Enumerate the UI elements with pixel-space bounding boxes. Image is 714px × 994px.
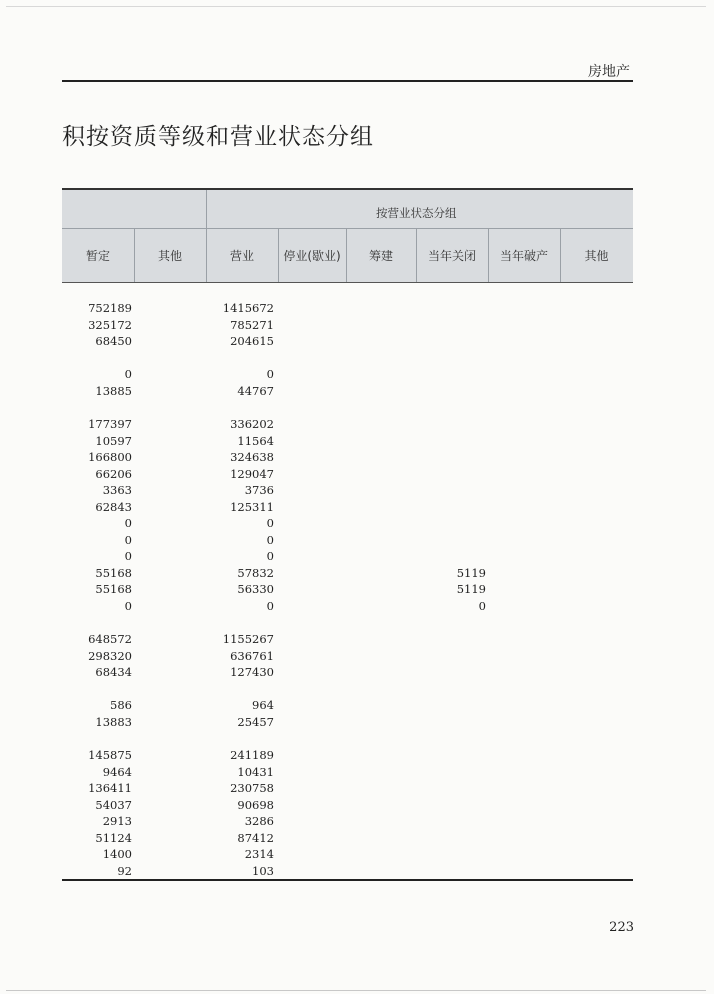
table-cell: 55168: [95, 582, 132, 596]
table-cell: 0: [124, 532, 132, 547]
table-cell: 13883: [95, 714, 132, 729]
table-cell: 0: [124, 598, 132, 613]
table-cell: 166800: [88, 450, 132, 464]
table-row: [62, 581, 633, 597]
table-cell: 127430: [230, 665, 274, 679]
table-cell: 13885: [95, 383, 132, 398]
table-row: [62, 648, 633, 664]
table-cell: 92: [117, 863, 132, 878]
table-cell: 177397: [88, 417, 132, 431]
table-row: [62, 747, 633, 763]
table-cell: 0: [124, 367, 132, 381]
table-row: [62, 416, 633, 432]
table-cell: 56330: [237, 582, 274, 596]
column-header: 其他: [584, 249, 609, 263]
column-header: 营业: [229, 249, 254, 263]
table-cell: 648572: [88, 632, 132, 646]
table-cell: 5119: [456, 582, 486, 596]
table-cell: 325172: [88, 317, 132, 332]
table-row: [62, 515, 633, 531]
table-cell: 68450: [95, 334, 132, 348]
table-cell: 2314: [244, 847, 274, 861]
table-row: [62, 466, 633, 482]
table-cell: 51124: [95, 830, 132, 845]
table-row: [62, 449, 633, 465]
table-row: [62, 482, 633, 498]
table-row: [62, 664, 633, 680]
table-cell: 0: [124, 549, 132, 563]
table-cell: 3286: [244, 814, 274, 828]
table-cell: 241189: [230, 748, 274, 762]
table-cell: 0: [266, 598, 274, 613]
table-cell: 125311: [230, 499, 274, 514]
column-header: 其他: [157, 249, 182, 263]
table-cell: 145875: [88, 748, 132, 762]
column-header: 当年破产: [499, 249, 548, 263]
table-cell: 785271: [230, 317, 274, 332]
header-divider: [206, 228, 633, 229]
table-cell: 5119: [456, 565, 486, 580]
group-header-label: 按营业状态分组: [376, 206, 457, 220]
table-row: [62, 317, 633, 333]
table-cell: 25457: [237, 714, 274, 729]
table-cell: 1400: [102, 847, 132, 861]
table-cell: 586: [110, 698, 132, 712]
table-cell: 2913: [102, 814, 132, 828]
page-number: 223: [609, 920, 634, 935]
table-cell: 10597: [95, 433, 132, 448]
table-row: [62, 499, 633, 515]
table-cell: 0: [266, 532, 274, 547]
column-header: 停业(歇业): [283, 249, 341, 263]
table-cell: 90698: [237, 797, 274, 812]
table-cell: 3736: [244, 483, 274, 497]
table-row: [62, 532, 633, 548]
table-cell: 66206: [95, 466, 132, 481]
table-cell: 204615: [230, 334, 274, 348]
table-row: [62, 598, 633, 614]
table-cell: 752189: [88, 301, 132, 315]
table-row: [62, 714, 633, 730]
table-row: [62, 300, 633, 316]
table-cell: 54037: [95, 797, 132, 812]
table-row: [62, 697, 633, 713]
table-row: [62, 548, 633, 564]
table-cell: 10431: [237, 764, 274, 779]
table-bottom-rule: [62, 879, 633, 881]
table-row: [62, 333, 633, 349]
table-cell: 9464: [102, 764, 132, 779]
scan-edge-bottom: [6, 990, 706, 991]
table-cell: 298320: [88, 648, 132, 663]
page-title: 积按资质等级和营业状态分组: [62, 124, 374, 150]
table-cell: 0: [478, 598, 486, 613]
table-row: [62, 863, 633, 879]
header-divider: [206, 190, 207, 282]
table-cell: 68434: [95, 665, 132, 679]
table-row: [62, 764, 633, 780]
column-header: 筹建: [368, 249, 393, 263]
table-cell: 324638: [230, 450, 274, 464]
table-cell: 11564: [237, 433, 274, 448]
table-cell: 57832: [237, 565, 274, 580]
table-row: [62, 366, 633, 382]
column-header: 当年关闭: [427, 249, 476, 263]
table-row: [62, 433, 633, 449]
table-cell: 44767: [237, 383, 274, 398]
table-cell: 136411: [88, 781, 132, 795]
table-cell: 0: [124, 516, 132, 530]
table-cell: 636761: [230, 648, 274, 663]
table-cell: 1155267: [222, 632, 274, 646]
table-cell: 0: [266, 367, 274, 381]
column-header: 暂定: [85, 249, 110, 263]
table-row: [62, 565, 633, 581]
table-cell: 3363: [102, 483, 132, 497]
table-row: [62, 846, 633, 862]
table-cell: 336202: [230, 417, 274, 431]
table-cell: 0: [266, 549, 274, 563]
scan-edge-top: [6, 6, 706, 7]
table-row: [62, 797, 633, 813]
table-cell: 55168: [95, 565, 132, 580]
table-row: [62, 631, 633, 647]
table-cell: 230758: [230, 781, 274, 795]
table-cell: 62843: [95, 499, 132, 514]
table-cell: 1415672: [222, 301, 274, 315]
table-row: [62, 830, 633, 846]
table-row: [62, 383, 633, 399]
table-cell: 103: [252, 863, 274, 878]
table-row: [62, 813, 633, 829]
table-cell: 87412: [237, 830, 274, 845]
section-label: 房地产: [588, 64, 630, 80]
table-cell: 964: [252, 698, 274, 712]
table-row: [62, 780, 633, 796]
header-rule: [62, 80, 633, 82]
table-cell: 0: [266, 516, 274, 530]
table-header: [62, 188, 633, 283]
table-cell: 129047: [230, 466, 274, 481]
